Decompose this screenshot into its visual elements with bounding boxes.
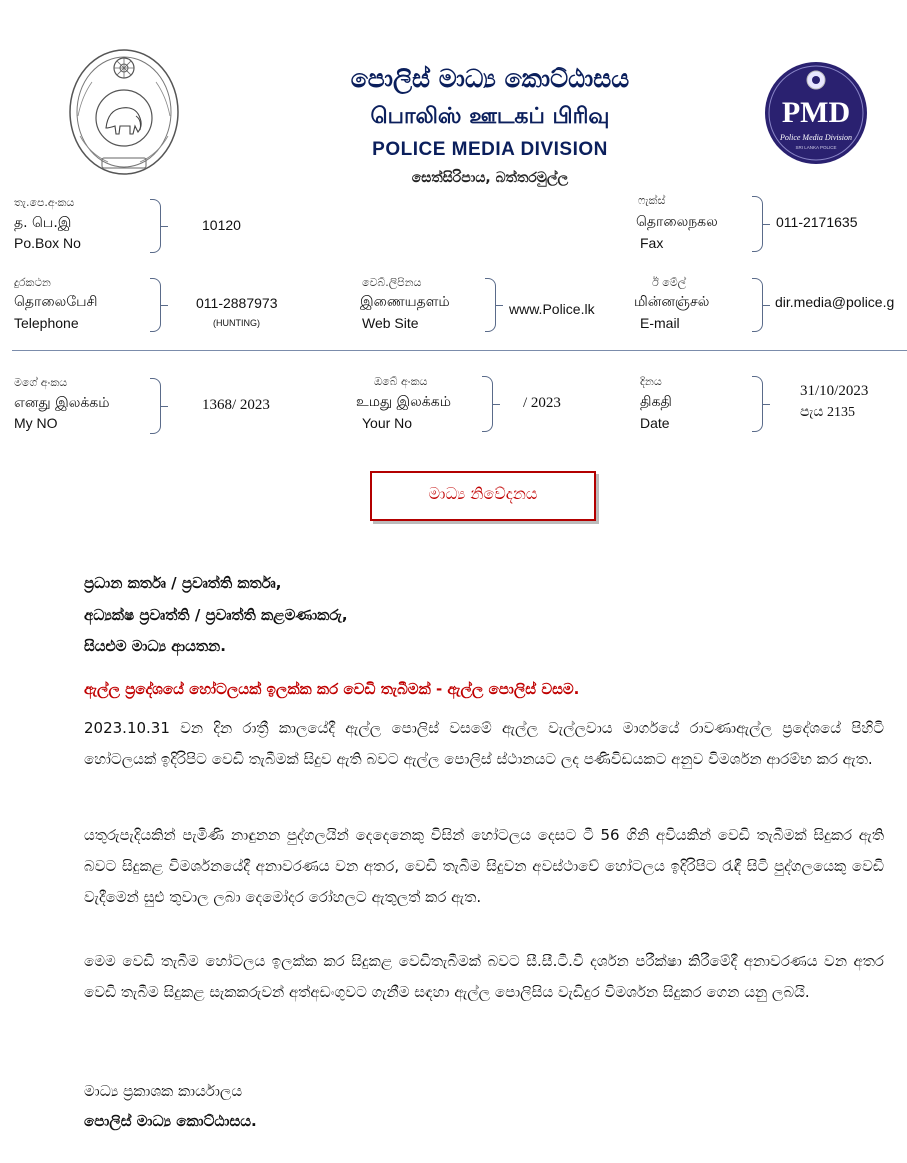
addressee-line: අධ්‍යක්ෂ ප්‍රවෘත්ති / ප්‍රවෘත්ති කළමණාකරු, [84,606,348,624]
email-value: dir.media@police.g [775,294,895,310]
pmd-logo-subtext: Police Media Division [780,133,852,142]
pmd-logo-text: PMD [781,96,851,129]
fax-label-en: Fax [640,235,664,251]
my-no-brace [150,378,161,434]
date-label-si: දිනය [640,375,662,388]
body-paragraph: යතුරුපැදියකින් පැමිණි නාඳුනන පුද්ගලයින් දෙදෙනෙකු විසින් හෝටලය දෙසට ටී 56 ගිනි අවියකින් වෙඩි තැබීමක් සිදුකර ඇති බවට සිදුකළ විමර්ශනයේදී අනාවරණය වන අතර, වෙඩි තැබීම සිදුවන අවස්ථාවේ හෝටලය ඉදිරිපිට රැඳී සිටි පුද්ගලයෙකු වෙඩි වැදීමෙන් සුළු තුවාල ලබා දෙමෝදර රෝහලට ඇතුලත් කර ඇත. [84,826,884,906]
title-tamil: பொலிஸ் ஊடகப் பிரிவு [370,104,610,129]
your-no-brace [482,376,493,432]
fax-label-ta: தொலைநகல [636,214,718,230]
fax-value: 011-2171635 [776,214,858,230]
addressee-line: ප්‍රධාන කර්තෘ / ප්‍රවෘත්ති කර්තෘ, [84,574,282,592]
pmd-logo-footer: SRI LANKA POLICE [795,145,837,150]
pobox-brace [150,199,161,253]
my-no-label-en: My NO [14,415,58,431]
your-no-label-si: ඔබේ අංකය [374,375,428,388]
telephone-label-ta: தொலைபேசி [14,294,98,310]
title-english: POLICE MEDIA DIVISION [372,139,608,160]
telephone-label-si: දුරකථන [14,276,51,289]
website-label-si: වෙබ්.ලිපිනය [362,276,422,289]
website-label-en: Web Site [362,315,419,331]
date-label-en: Date [640,415,670,431]
addressee-line: සියළුම මාධ්‍ය ආයතන. [84,637,226,655]
your-no-label-en: Your No [362,415,413,431]
your-no-label-ta: உமது இலக்கம் [356,394,451,410]
date-time: පැය 2135 [800,405,855,420]
header-divider [12,350,907,351]
fax-label-si: ෆැක්ස් [638,194,666,207]
email-brace [752,278,763,332]
signature-office: මාධ්‍ය ප්‍රකාශක කාර්යාලය [84,1082,243,1100]
headline: ඇල්ල ප්‍රදේශයේ හෝටලයක් ඉලක්ක කර වෙඩි තැබීමක් - ඇල්ල පොලිස් වසම. [84,680,580,698]
website-label-ta: இணையதளம் [360,294,450,310]
your-no-value: / 2023 [523,395,561,411]
my-no-label-ta: எனது இலக்கம் [14,395,110,411]
my-no-label-si: මගේ අංකය [14,376,68,389]
date-label-ta: திகதி [640,394,672,410]
police-crest-logo [64,46,184,184]
email-label-si: ඊ මේල් [652,276,687,289]
date-value: 31/10/2023 [800,383,869,399]
telephone-label-en: Telephone [14,315,79,331]
date-brace [752,376,763,432]
pobox-label-en: Po.Box No [14,235,81,251]
email-label-ta: மின்னஞ்சல் [634,294,710,310]
telephone-note: (HUNTING) [213,318,260,328]
title-sinhala: පොලිස් මාධ්‍ය කොට්ඨාසය [350,64,630,93]
telephone-brace [150,278,161,332]
address: සෙත්සිරිපාය, බත්තරමුල්ල [411,170,569,186]
fax-brace [752,196,763,252]
telephone-value: 011-2887973 [196,295,278,311]
pobox-label-ta: த. பெ.இ [14,215,72,231]
release-title: මාධ්‍ය නිවේදනය [428,484,538,503]
my-no-value: 1368/ 2023 [202,397,270,413]
pobox-value: 10120 [202,217,241,233]
website-brace [485,278,496,332]
email-label-en: E-mail [640,315,680,331]
pobox-label-si: තැ.පෙ.අංකය [14,196,75,209]
body-paragraph: මෙම වෙඩි තැබීම හෝටලය ඉලක්ක කර සිදුකළ වෙඩිතැබීමක් බවට සී.සී.ටී.වී දර්ශන පරීක්ෂා කිරීමේදී අනාවරණය වන අතර වෙඩි තැබීම සිදුකළ සැකකරුවන් අත්අඩංගුවට ගැනීම සඳහා ඇල්ල පොලිසිය වැඩිදුර විමර්ශන සිදුකර ගෙන යනු ලබයි. [84,952,884,1001]
website-value: www.Police.lk [509,301,595,317]
signature-division: පොලිස් මාධ්‍ය කොට්ඨාසය. [84,1112,257,1130]
body-paragraph: 2023.10.31 වන දින රාත්‍රී කාලයේදී ඇල්ල පොලිස් වසමේ ඇල්ල වැල්ලවාය මාර්ගයේ රාවණාඇල්ල ප්‍රදේශයේ පිහිටි හෝටලයක් ඉදිරිපිට වෙඩි තැබීමක් සිදුව ඇති බවට ඇල්ල පොලිස් ස්ථානයට ලද පණිවිඩයකට අනුව විමර්ශන ආරම්භ කර ඇත. [84,719,884,768]
pmd-logo [760,60,872,166]
